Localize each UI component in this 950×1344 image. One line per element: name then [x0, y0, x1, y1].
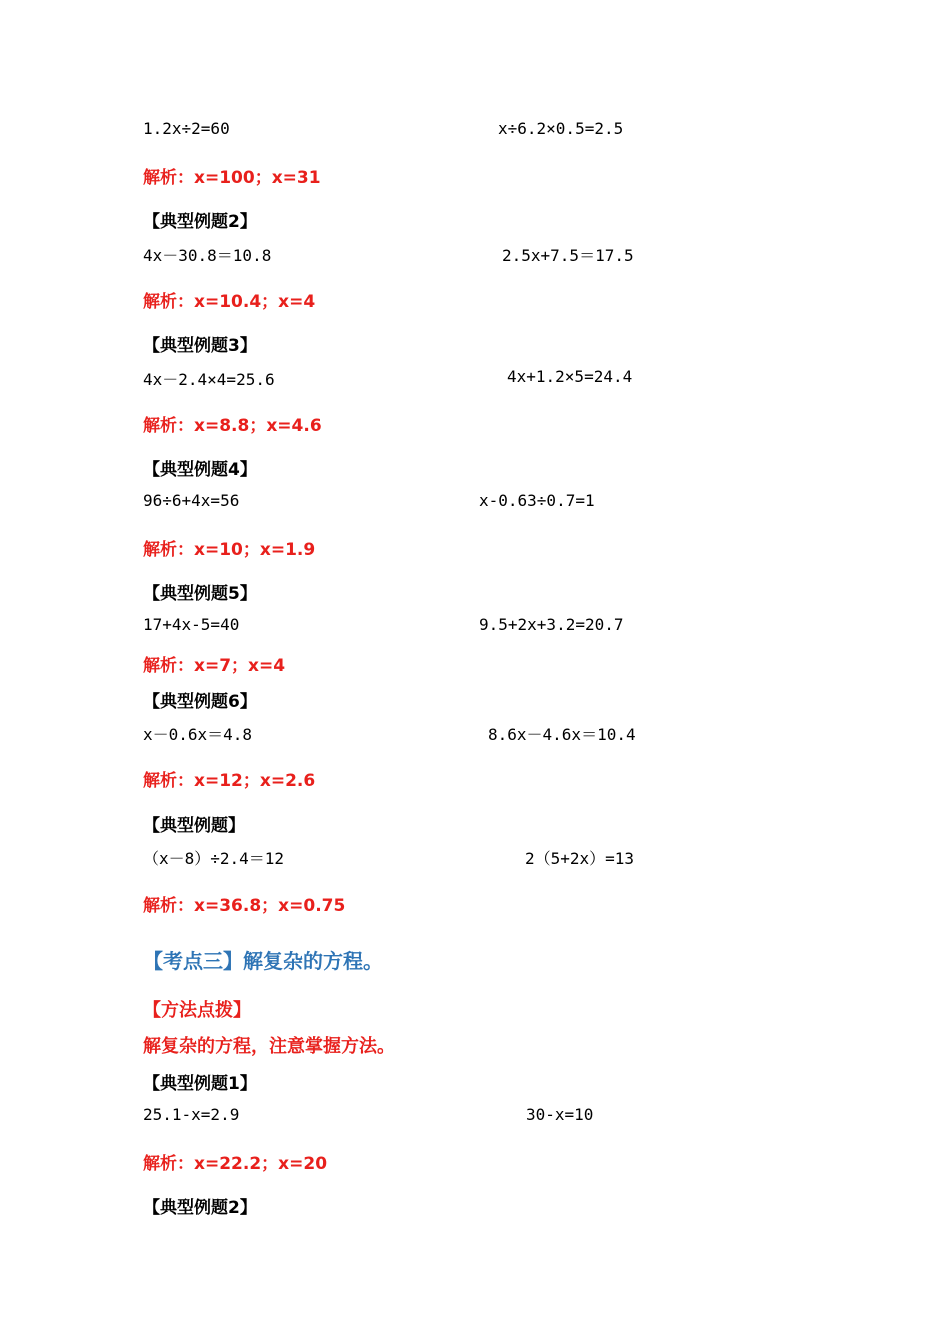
equation-left: 1.2x÷2=60 — [143, 119, 230, 138]
answer-line: 解析：x=7；x=4 — [143, 656, 286, 676]
example-heading: 【典型例题2】 — [143, 1198, 257, 1218]
equation-left: 96÷6+4x=56 — [143, 491, 240, 510]
equation-left: （x－8）÷2.4＝12 — [143, 849, 285, 868]
equation-left: 4x－30.8＝10.8 — [143, 246, 272, 265]
method-heading: 【方法点拨】 — [143, 1000, 251, 1021]
equation-left: 17+4x-5=40 — [143, 615, 240, 634]
equation-left: x－0.6x＝4.8 — [143, 725, 253, 744]
example-heading: 【典型例题】 — [143, 816, 245, 836]
equation-right: 2（5+2x）=13 — [525, 849, 635, 868]
answer-line: 解析：x=10.4；x=4 — [143, 292, 316, 312]
equation-right: x÷6.2×0.5=2.5 — [498, 119, 624, 138]
example-heading: 【典型例题3】 — [143, 336, 257, 356]
equation-right: 4x+1.2×5=24.4 — [507, 367, 633, 386]
answer-line: 解析：x=12；x=2.6 — [143, 771, 316, 791]
equation-left: 4x－2.4×4=25.6 — [143, 370, 275, 389]
equation-left: 25.1-x=2.9 — [143, 1105, 240, 1124]
equation-right: 9.5+2x+3.2=20.7 — [479, 615, 624, 634]
example-heading: 【典型例题1】 — [143, 1074, 257, 1094]
equation-right: 2.5x+7.5＝17.5 — [502, 246, 634, 265]
answer-line: 解析：x=100；x=31 — [143, 168, 321, 188]
answer-line: 解析：x=36.8；x=0.75 — [143, 896, 346, 916]
example-heading: 【典型例题5】 — [143, 584, 257, 604]
example-heading: 【典型例题2】 — [143, 212, 257, 232]
equation-right: 30-x=10 — [526, 1105, 594, 1124]
method-text: 解复杂的方程，注意掌握方法。 — [143, 1036, 395, 1057]
example-heading: 【典型例题4】 — [143, 460, 257, 480]
section-heading: 【考点三】解复杂的方程。 — [143, 949, 383, 973]
answer-line: 解析：x=8.8；x=4.6 — [143, 416, 322, 436]
answer-line: 解析：x=22.2；x=20 — [143, 1154, 328, 1174]
answer-line: 解析：x=10；x=1.9 — [143, 540, 316, 560]
equation-right: x-0.63÷0.7=1 — [479, 491, 595, 510]
example-heading: 【典型例题6】 — [143, 692, 257, 712]
equation-right: 8.6x－4.6x＝10.4 — [488, 725, 636, 744]
